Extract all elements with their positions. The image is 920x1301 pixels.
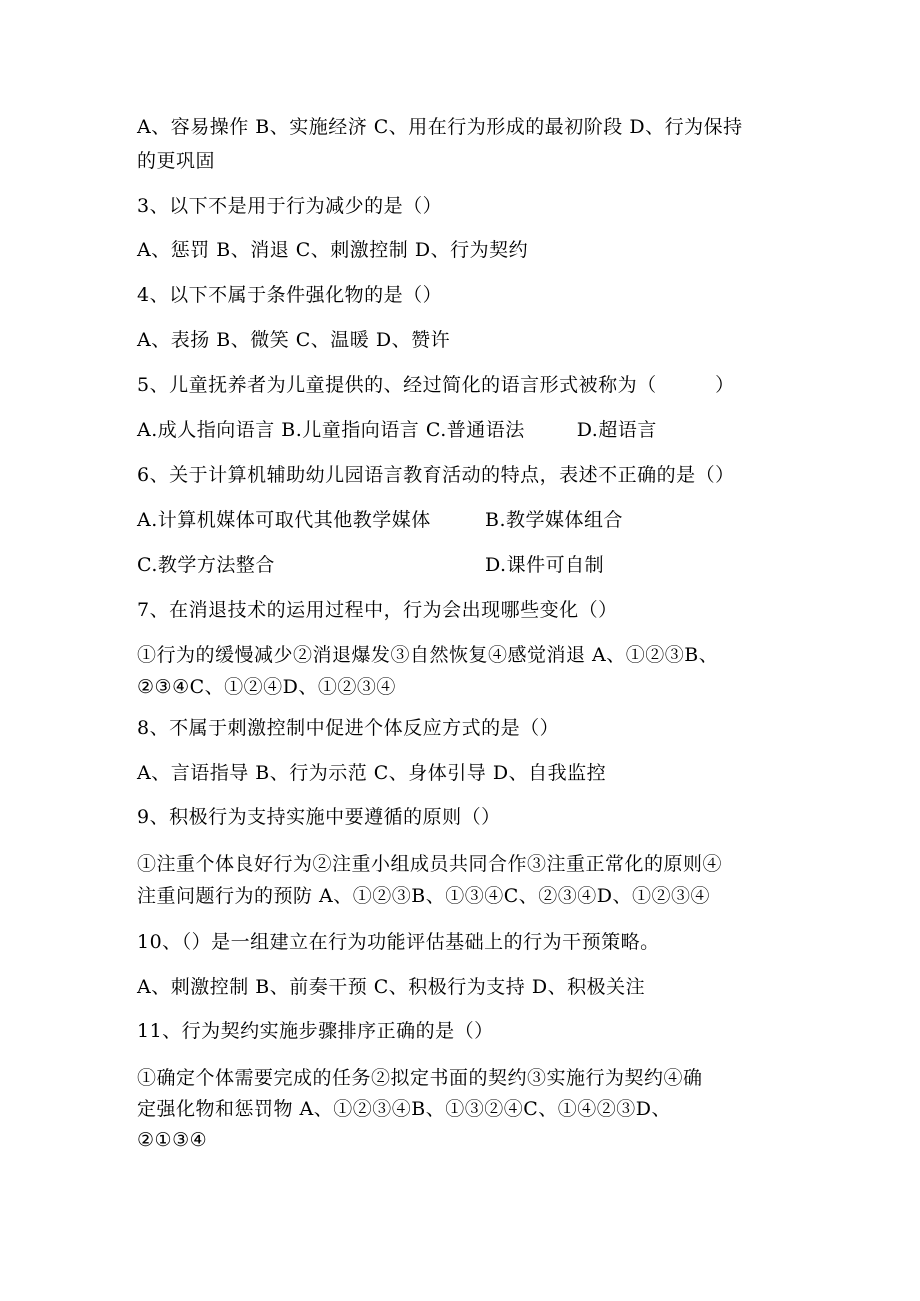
q3-stem: 3、以下不是用于行为减少的是（） (137, 195, 443, 217)
q5-options-abc: A.成人指向语言 B.儿童指向语言 C.普通语法 (137, 419, 525, 441)
q5-stem: 5、儿童抚养者为儿童提供的、经过简化的语言形式被称为（ ） (137, 374, 735, 396)
q4-options: A、表扬 B、微笑 C、温暖 D、赞许 (137, 329, 451, 351)
q6-option-d: D.课件可自制 (485, 554, 605, 576)
q5-option-d: D.超语言 (576, 419, 657, 441)
q2-options-line-1: A、容易操作 B、实施经济 C、用在行为形成的最初阶段 D、行为保持 (137, 116, 743, 138)
q8-stem: 8、不属于刺激控制中促进个体反应方式的是（） (137, 717, 560, 739)
q7-body-line-1: ①行为的缓慢减少②消退爆发③自然恢复④感觉消退 A、①②③B、 (137, 644, 719, 666)
q2-options-line-2: 的更巩固 (137, 150, 216, 172)
q11-body-line-3: ②①③④ (137, 1129, 208, 1151)
q8-options: A、言语指导 B、行为示范 C、身体引导 D、自我监控 (137, 762, 607, 784)
q6-option-a: A.计算机媒体可取代其他教学媒体 (137, 509, 431, 531)
q10-stem: 10、（）是一组建立在行为功能评估基础上的行为干预策略。 (137, 931, 660, 953)
q5-options (137, 413, 807, 447)
q9-body-line-1: ①注重个体良好行为②注重小组成员共同合作③注重正常化的原则④ (137, 853, 723, 875)
q4-stem: 4、以下不属于条件强化物的是（） (137, 284, 443, 306)
q11-body-line-2: 定强化物和惩罚物 A、①②③④B、①③②④C、①④②③D、 (137, 1098, 671, 1120)
q11-body-line-1: ①确定个体需要完成的任务②拟定书面的契约③实施行为契约④确 (137, 1067, 703, 1089)
q10-options: A、刺激控制 B、前奏干预 C、积极行为支持 D、积极关注 (137, 976, 646, 998)
q7-body-line-2: ②③④C、①②④D、①②③④ (137, 676, 396, 698)
q9-stem: 9、积极行为支持实施中要遵循的原则（） (137, 806, 501, 828)
q6-option-c: C.教学方法整合 (137, 554, 275, 576)
q6-option-b: B.教学媒体组合 (485, 509, 624, 531)
q6-stem: 6、关于计算机辅助幼儿园语言教育活动的特点，表述不正确的是（） (137, 464, 735, 486)
q9-body-line-2: 注重问题行为的预防 A、①②③B、①③④C、②③④D、①②③④ (137, 885, 710, 907)
q3-options: A、惩罚 B、消退 C、刺激控制 D、行为契约 (137, 239, 529, 261)
q11-stem: 11、行为契约实施步骤排序正确的是（） (137, 1020, 494, 1042)
q7-stem: 7、在消退技术的运用过程中，行为会出现哪些变化（） (137, 599, 618, 621)
